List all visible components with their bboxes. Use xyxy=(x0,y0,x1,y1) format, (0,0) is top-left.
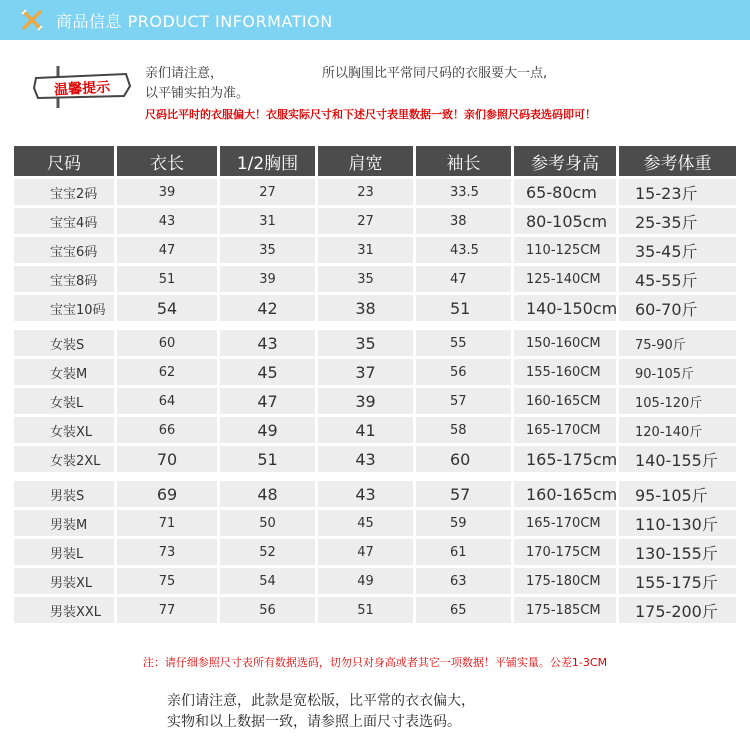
cell-shoulder: 27 xyxy=(318,208,413,234)
badge-text: 温馨提示 xyxy=(53,79,111,99)
cell-sleeve: 57 xyxy=(416,388,511,414)
notice-red-line: 尺码比平时的衣服偏大！衣服实际尺寸和下述尺寸表里数据一致！亲们参照尺码表选码即可！ xyxy=(145,108,596,121)
cell-shoulder: 23 xyxy=(318,179,413,205)
cell-ref-height: 80-105cm xyxy=(514,208,616,234)
cell-sleeve: 58 xyxy=(416,417,511,443)
cell-size: 男装XL xyxy=(14,568,114,594)
cell-size: 男装M xyxy=(14,510,114,536)
header-size: 尺码 xyxy=(14,146,114,176)
cell-length: 43 xyxy=(117,208,217,234)
cell-half-chest: 51 xyxy=(220,446,315,472)
cell-size: 男装S xyxy=(14,481,114,507)
cell-half-chest: 27 xyxy=(220,179,315,205)
cell-half-chest: 48 xyxy=(220,481,315,507)
cell-half-chest: 45 xyxy=(220,359,315,385)
cell-shoulder: 39 xyxy=(318,388,413,414)
cell-shoulder: 45 xyxy=(318,510,413,536)
cell-ref-weight: 130-155斤 xyxy=(619,539,736,565)
cell-sleeve: 57 xyxy=(416,481,511,507)
notice-line-2: 以平铺实拍为准。 xyxy=(145,86,250,101)
header-shoulder: 肩宽 xyxy=(318,146,413,176)
cell-ref-weight: 90-105斤 xyxy=(619,359,736,385)
cell-half-chest: 56 xyxy=(220,597,315,623)
cell-size: 女装XL xyxy=(14,417,114,443)
cell-ref-weight: 75-90斤 xyxy=(619,330,736,356)
footer-red-note: 注：请仔细参照尺寸表所有数据选码，切勿只对身高或者其它一项数据！平铺实量。公差1-3CM xyxy=(142,656,608,669)
table-row xyxy=(14,539,736,565)
cell-size: 宝宝4码 xyxy=(14,208,114,234)
cell-length: 71 xyxy=(117,510,217,536)
cell-ref-height: 175-180CM xyxy=(514,568,616,594)
cell-shoulder: 51 xyxy=(318,597,413,623)
table-row xyxy=(14,208,736,234)
cell-sleeve: 38 xyxy=(416,208,511,234)
cell-sleeve: 59 xyxy=(416,510,511,536)
cell-ref-height: 125-140CM xyxy=(514,266,616,292)
cell-shoulder: 41 xyxy=(318,417,413,443)
cell-sleeve: 51 xyxy=(416,295,511,321)
cell-sleeve: 65 xyxy=(416,597,511,623)
cell-half-chest: 49 xyxy=(220,417,315,443)
cell-half-chest: 31 xyxy=(220,208,315,234)
notice-line-1a: 亲们请注意， xyxy=(145,66,224,81)
table-header-row xyxy=(14,146,736,176)
cell-ref-weight: 110-130斤 xyxy=(619,510,736,536)
size-table xyxy=(14,146,736,626)
cell-ref-height: 140-150cm xyxy=(514,295,616,321)
cell-ref-weight: 25-35斤 xyxy=(619,208,736,234)
cell-ref-weight: 95-105斤 xyxy=(619,481,736,507)
cell-ref-height: 165-170CM xyxy=(514,417,616,443)
cell-half-chest: 39 xyxy=(220,266,315,292)
cell-length: 69 xyxy=(117,481,217,507)
cell-size: 女装2XL xyxy=(14,446,114,472)
cell-length: 73 xyxy=(117,539,217,565)
table-row xyxy=(14,179,736,205)
cell-length: 64 xyxy=(117,388,217,414)
table-row xyxy=(14,237,736,263)
cell-ref-height: 165-170CM xyxy=(514,510,616,536)
cell-size: 女装M xyxy=(14,359,114,385)
table-row xyxy=(14,330,736,356)
cell-shoulder: 43 xyxy=(318,481,413,507)
cell-length: 62 xyxy=(117,359,217,385)
footer-line-2: 实物和以上数据一致，请参照上面尺寸表选码。 xyxy=(167,714,461,730)
cell-ref-height: 165-175cm xyxy=(514,446,616,472)
header-length: 衣长 xyxy=(117,146,217,176)
cell-length: 66 xyxy=(117,417,217,443)
header-sleeve: 袖长 xyxy=(416,146,511,176)
cell-half-chest: 35 xyxy=(220,237,315,263)
cell-size: 宝宝10码 xyxy=(14,295,114,321)
table-row xyxy=(14,597,736,623)
cell-ref-weight: 120-140斤 xyxy=(619,417,736,443)
cell-sleeve: 63 xyxy=(416,568,511,594)
table-row xyxy=(14,388,736,414)
table-row xyxy=(14,446,736,472)
header-half-chest: 1/2胸围 xyxy=(220,146,315,176)
cell-shoulder: 35 xyxy=(318,330,413,356)
cell-size: 男装XXL xyxy=(14,597,114,623)
cell-half-chest: 43 xyxy=(220,330,315,356)
cell-ref-weight: 15-23斤 xyxy=(619,179,736,205)
cell-shoulder: 35 xyxy=(318,266,413,292)
header-bar xyxy=(0,0,750,40)
cell-shoulder: 47 xyxy=(318,539,413,565)
cell-size: 女装S xyxy=(14,330,114,356)
cell-ref-weight: 155-175斤 xyxy=(619,568,736,594)
cell-ref-height: 160-165cm xyxy=(514,481,616,507)
cell-sleeve: 47 xyxy=(416,266,511,292)
table-row xyxy=(14,266,736,292)
cell-half-chest: 50 xyxy=(220,510,315,536)
cell-size: 女装L xyxy=(14,388,114,414)
cell-sleeve: 56 xyxy=(416,359,511,385)
cell-shoulder: 31 xyxy=(318,237,413,263)
cell-shoulder: 49 xyxy=(318,568,413,594)
cell-shoulder: 43 xyxy=(318,446,413,472)
cell-ref-weight: 60-70斤 xyxy=(619,295,736,321)
table-row xyxy=(14,481,736,507)
cell-sleeve: 61 xyxy=(416,539,511,565)
cell-ref-weight: 35-45斤 xyxy=(619,237,736,263)
header-ref-height: 参考身高 xyxy=(514,146,616,176)
cell-ref-height: 155-160CM xyxy=(514,359,616,385)
cell-half-chest: 42 xyxy=(220,295,315,321)
table-row xyxy=(14,359,736,385)
cell-half-chest: 52 xyxy=(220,539,315,565)
cell-shoulder: 38 xyxy=(318,295,413,321)
cell-size: 宝宝2码 xyxy=(14,179,114,205)
cell-ref-weight: 140-155斤 xyxy=(619,446,736,472)
cell-ref-height: 65-80cm xyxy=(514,179,616,205)
cell-ref-height: 175-185CM xyxy=(514,597,616,623)
cell-ref-height: 110-125CM xyxy=(514,237,616,263)
cell-ref-weight: 45-55斤 xyxy=(619,266,736,292)
cell-ref-height: 160-165CM xyxy=(514,388,616,414)
notice-line-1b: 所以胸围比平常同尺码的衣服要大一点, xyxy=(322,66,548,81)
cell-length: 39 xyxy=(117,179,217,205)
cell-length: 77 xyxy=(117,597,217,623)
cell-length: 75 xyxy=(117,568,217,594)
cell-size: 宝宝6码 xyxy=(14,237,114,263)
cell-sleeve: 43.5 xyxy=(416,237,511,263)
cross-arrows-icon xyxy=(20,8,44,32)
header-ref-weight: 参考体重 xyxy=(619,146,736,176)
table-row xyxy=(14,417,736,443)
cell-half-chest: 54 xyxy=(220,568,315,594)
header-title: 商品信息 PRODUCT INFORMATION xyxy=(56,12,333,31)
cell-ref-height: 170-175CM xyxy=(514,539,616,565)
table-row xyxy=(14,295,736,321)
table-row xyxy=(14,510,736,536)
cell-ref-weight: 105-120斤 xyxy=(619,388,736,414)
cell-length: 51 xyxy=(117,266,217,292)
cell-shoulder: 37 xyxy=(318,359,413,385)
cell-size: 男装L xyxy=(14,539,114,565)
cell-sleeve: 55 xyxy=(416,330,511,356)
cell-length: 54 xyxy=(117,295,217,321)
cell-length: 70 xyxy=(117,446,217,472)
cell-ref-height: 150-160CM xyxy=(514,330,616,356)
cell-length: 47 xyxy=(117,237,217,263)
cell-half-chest: 47 xyxy=(220,388,315,414)
cell-ref-weight: 175-200斤 xyxy=(619,597,736,623)
cell-length: 60 xyxy=(117,330,217,356)
cell-sleeve: 33.5 xyxy=(416,179,511,205)
cell-size: 宝宝8码 xyxy=(14,266,114,292)
cell-sleeve: 60 xyxy=(416,446,511,472)
footer-line-1: 亲们请注意，此款是宽松版，比平常的衣衣偏大， xyxy=(167,693,475,709)
reminder-badge xyxy=(32,64,132,110)
table-row xyxy=(14,568,736,594)
